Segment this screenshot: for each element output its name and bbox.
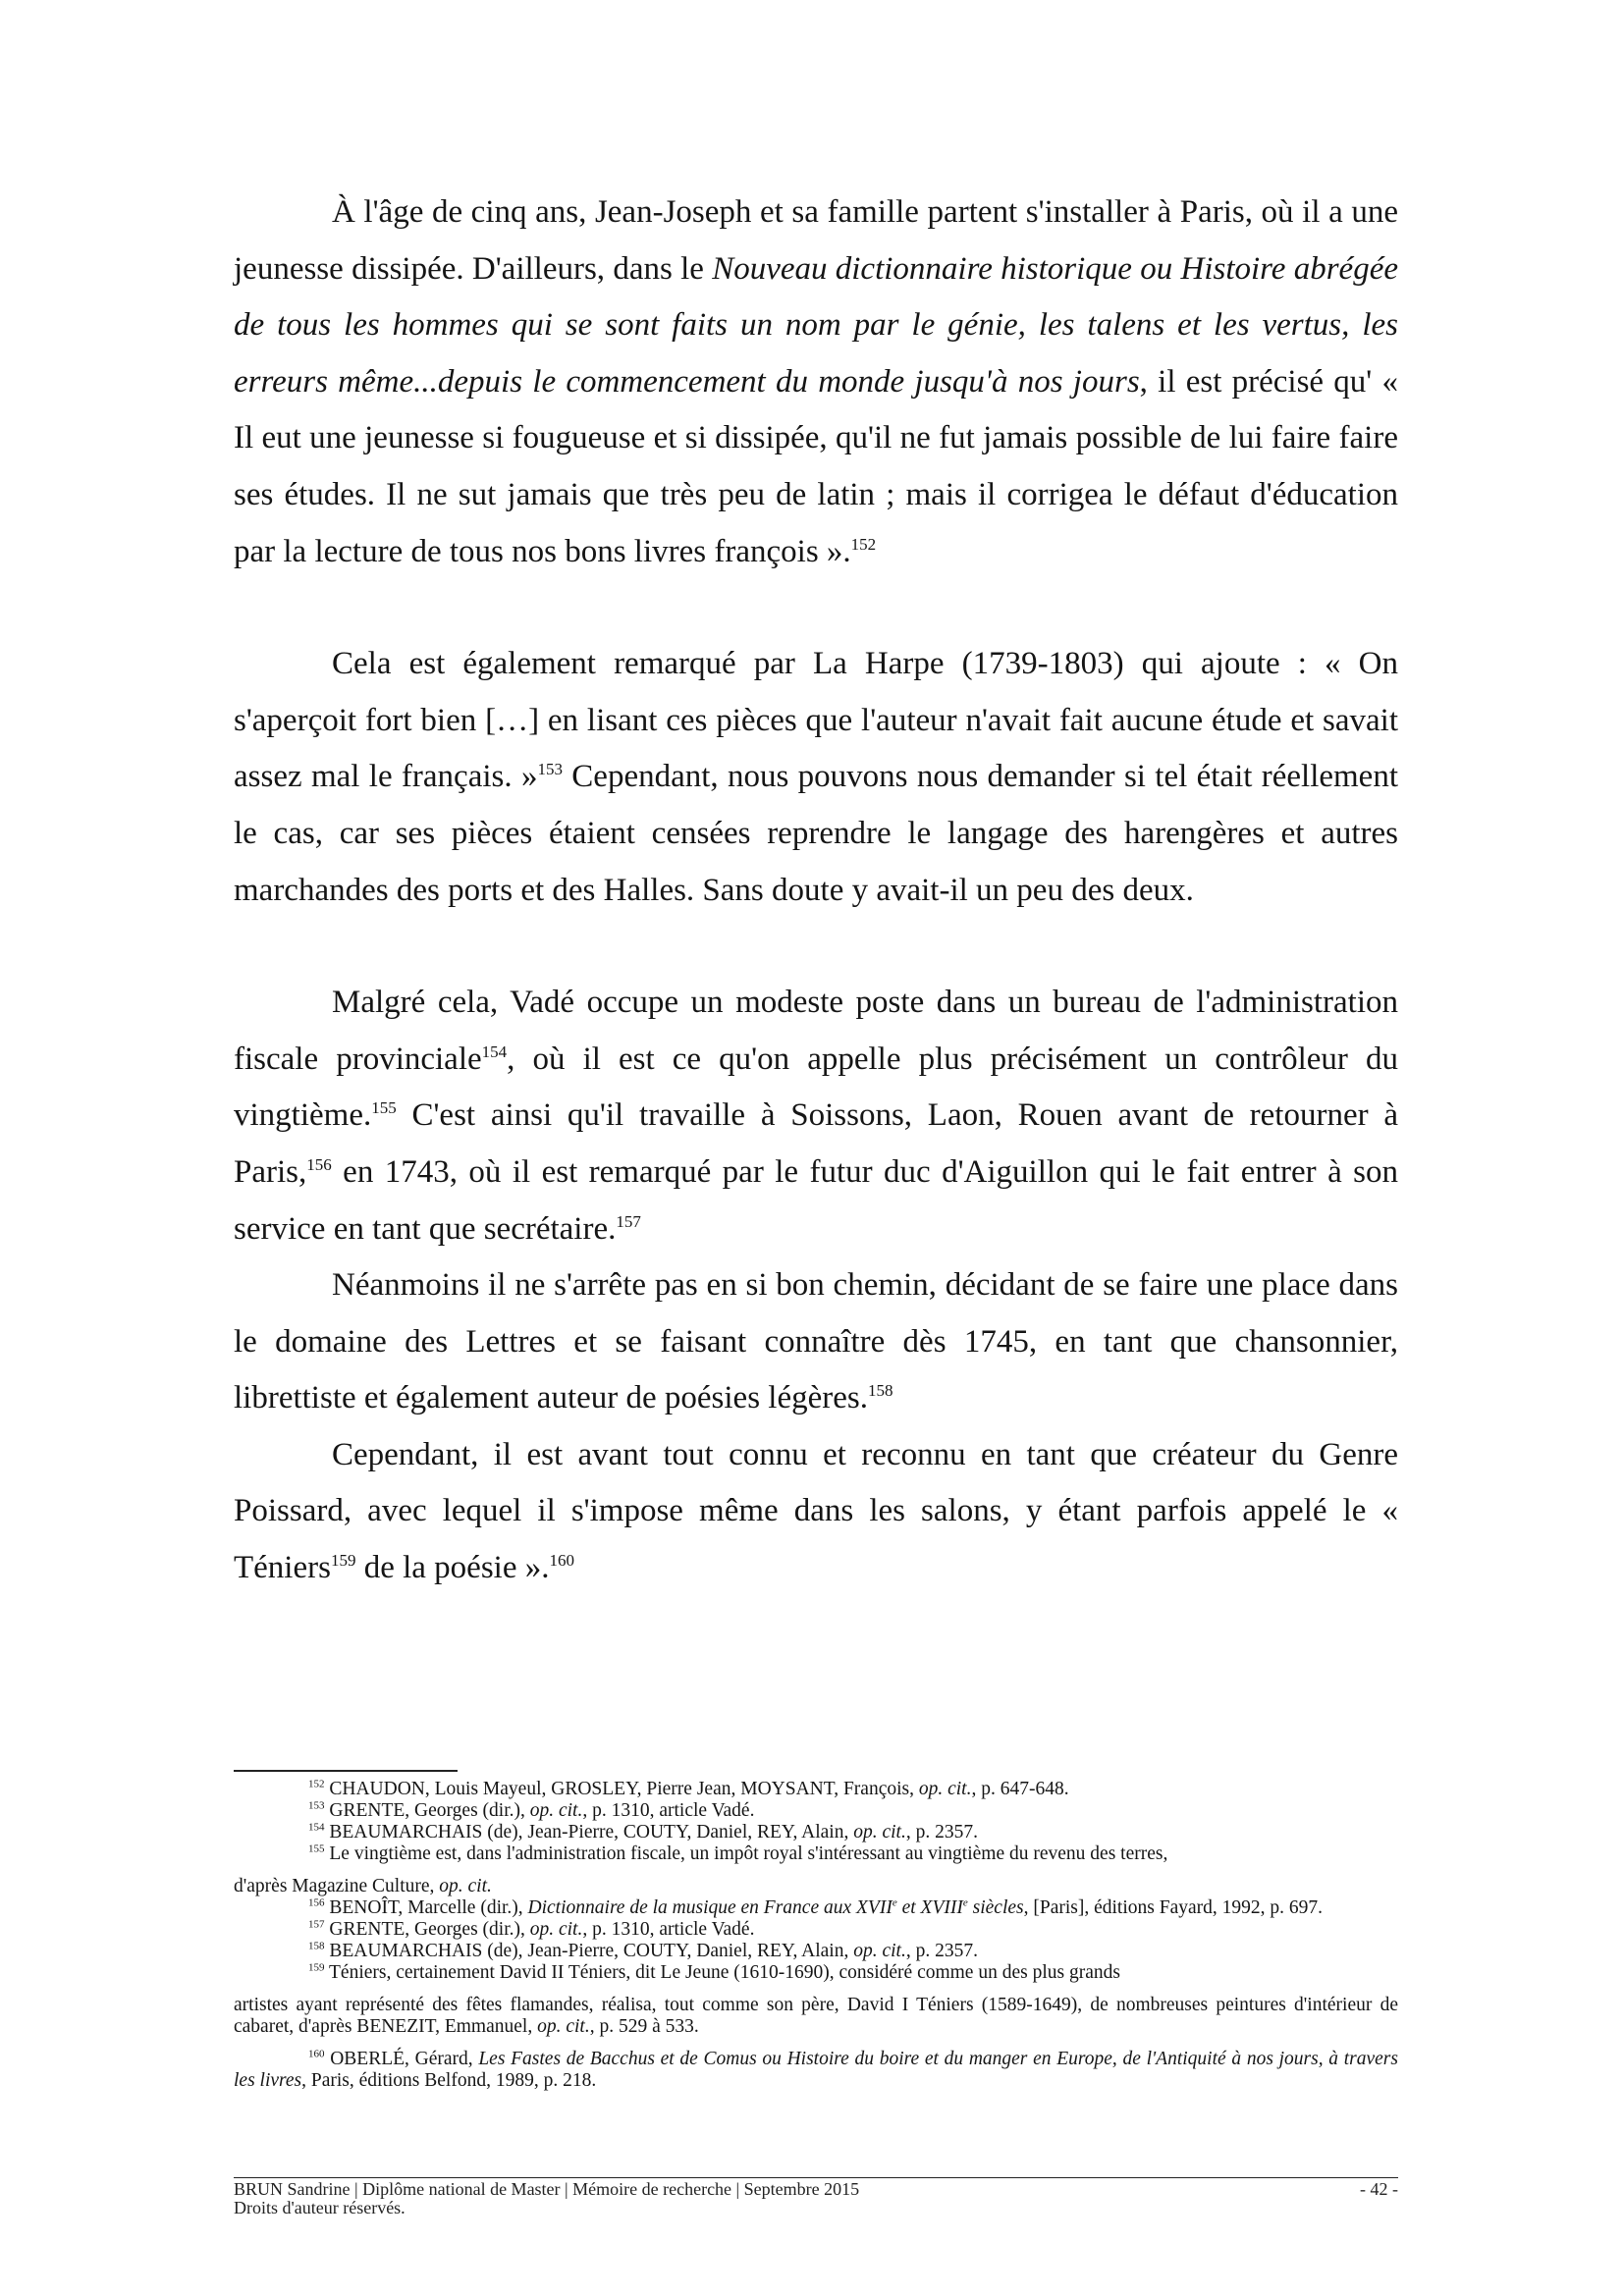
footer-first-line	[234, 2180, 1398, 2199]
footnote-text: Téniers, certainement David II Téniers, dit Le Jeune (1610-1690), considéré comme un des plus grands	[324, 1962, 1120, 1983]
footnote-text: , p. 1310, article Vadé.	[582, 1800, 755, 1821]
paragraph-3-text-c: C'est ainsi qu'il travaille à Soissons, Laon, Rouen avant de retourner à Paris,	[234, 1097, 1398, 1190]
paragraph-1-text-b: , il est précisé qu' « Il eut une jeunesse si fougueuse et si dissipée, qu'il ne fut jamais possible de lui faire faire ses études. Il ne sut jamais que très peu de latin ; mais il corrigea le défaut d'éducation par la lecture de tous nos bons livres françois ».	[234, 363, 1398, 569]
paragraph-3-text-b: , où il est ce qu'on appelle plus précisément un contrôleur du vingtième.	[234, 1041, 1398, 1134]
footnote-number: 153	[308, 1799, 325, 1812]
footnote-ref[interactable]: 152	[850, 534, 877, 554]
footnote-text: , p. 647-648.	[971, 1779, 1069, 1799]
footnote-ref[interactable]: 160	[549, 1551, 574, 1571]
footnote-italic: op. cit.	[918, 1779, 972, 1799]
superscript: e	[892, 1896, 897, 1909]
footnote-number: 155	[308, 1842, 325, 1855]
footnote-separator	[234, 1770, 458, 1772]
footnote-italic: Les Fastes de Bacchus et de Comus ou Histoire du boire et du manger en Europe, de l'Antiquité à nos jours, à travers les livres	[234, 2049, 1398, 2091]
paragraph-1-text-a: À l'âge de cinq ans, Jean-Joseph et sa famille partent s'installer à Paris, où il a une jeunesse dissipée. D'ailleurs, dans le	[234, 194, 1398, 287]
footnote-italic: op. cit.	[439, 1876, 492, 1896]
footnote-text: Le vingtième est, dans l'administration fiscale, un impôt royal s'intéressant au vingtième du revenu des terres,	[324, 1843, 1168, 1864]
paragraph-4-text-a: Néanmoins il ne s'arrête pas en si bon chemin, décidant de se faire une place dans le domaine des Lettres et se faisant connaître dès 1745, en tant que chansonnier, librettiste et également auteur de poésies légères.	[234, 1267, 1398, 1416]
footnote-text: BEAUMARCHAIS (de), Jean-Pierre, COUTY, Daniel, REY, Alain,	[324, 1941, 854, 1961]
footnote-italic: et XVIII	[896, 1897, 963, 1918]
footnote-italic: op. cit.	[853, 1822, 906, 1842]
paragraph-5	[234, 1427, 1398, 1597]
footnote-italic: op. cit.	[853, 1941, 906, 1961]
footnote-text: GRENTE, Georges (dir.),	[324, 1919, 530, 1940]
footnote-number: 156	[308, 1896, 325, 1909]
footnote-text: BENOÎT, Marcelle (dir.),	[324, 1897, 528, 1918]
superscript: e	[962, 1896, 968, 1909]
main-text	[234, 185, 1398, 1597]
paragraph-3-text-d: en 1743, où il est remarqué par le futur duc d'Aiguillon qui le fait entrer à son service en tant que secrétaire.	[234, 1153, 1398, 1247]
footnote-154	[234, 1822, 1398, 1843]
footnote-number: 152	[308, 1778, 325, 1790]
footnote-number: 158	[308, 1940, 325, 1952]
paragraph-4	[234, 1257, 1398, 1427]
paragraph-3-text-a: Malgré cela, Vadé occupe un modeste poste dans un bureau de l'administration fiscale provinciale	[234, 985, 1398, 1077]
footnote-text: BEAUMARCHAIS (de), Jean-Pierre, COUTY, Daniel, REY, Alain,	[324, 1822, 854, 1842]
footnote-number: 157	[308, 1918, 325, 1931]
footnote-text: GRENTE, Georges (dir.),	[324, 1800, 530, 1821]
footnote-number: 159	[308, 1961, 325, 1974]
footnote-italic: op. cit.	[529, 1800, 583, 1821]
footnote-160	[234, 2049, 1398, 2092]
footer-separator	[234, 2177, 1398, 2178]
footer-rights-line: Droits d'auteur réservés.	[234, 2198, 406, 2217]
footnote-text: , Paris, éditions Belfond, 1989, p. 218.	[301, 2070, 597, 2091]
paragraph-3	[234, 975, 1398, 1257]
footnote-italic: op. cit.	[529, 1919, 583, 1940]
footnote-text: , p. 2357.	[905, 1822, 978, 1842]
paragraph-1	[234, 185, 1398, 580]
footnote-italic: Dictionnaire de la musique en France aux XVII	[527, 1897, 893, 1918]
dictionary-title-italic	[528, 1897, 1024, 1918]
footnote-italic: op. cit.	[537, 2016, 590, 2037]
footnote-text: , [Paris], éditions Fayard, 1992, p. 697.	[1023, 1897, 1324, 1918]
footnote-text: artistes ayant représenté des fêtes flamandes, réalisa, tout comme son père, David I Téniers (1589-1649), de nombreuses peintures d'intérieur de cabaret, d'après BENEZIT, Emmanuel,	[234, 1995, 1398, 2037]
footnote-155-continued	[234, 1876, 1398, 1897]
footnote-159-continued	[234, 1995, 1398, 2038]
footnote-155	[234, 1843, 1398, 1865]
footnote-text: d'après Magazine Culture,	[234, 1876, 440, 1896]
footnote-156	[234, 1897, 1398, 1919]
footnote-ref[interactable]: 157	[616, 1211, 641, 1231]
footnote-ref[interactable]: 158	[867, 1381, 893, 1401]
paragraph-2	[234, 636, 1398, 919]
footnotes	[234, 1779, 1398, 2092]
footnote-ref[interactable]: 153	[537, 760, 563, 779]
footnote-159	[234, 1962, 1398, 1984]
footnote-ref[interactable]: 156	[306, 1154, 332, 1174]
footnote-italic: siècles	[967, 1897, 1024, 1918]
footnote-text: CHAUDON, Louis Mayeul, GROSLEY, Pierre Jean, MOYSANT, François,	[324, 1779, 919, 1799]
footnote-152	[234, 1779, 1398, 1800]
footer-author-line: BRUN Sandrine | Diplôme national de Master | Mémoire de recherche | Septembre 2015	[234, 2179, 860, 2199]
footnote-text: , p. 1310, article Vadé.	[582, 1919, 755, 1940]
footnote-text: OBERLÉ, Gérard,	[324, 2049, 479, 2069]
paragraph-5-text-b: de la poésie ».	[355, 1550, 550, 1586]
footnote-ref[interactable]: 155	[371, 1098, 397, 1118]
footnote-157	[234, 1919, 1398, 1941]
footnote-153	[234, 1800, 1398, 1822]
footnote-text: , p. 529 à 533.	[589, 2016, 699, 2037]
footnote-ref[interactable]: 154	[481, 1041, 508, 1061]
page-footer	[234, 2180, 1398, 2217]
footnote-number: 154	[308, 1821, 325, 1834]
footnote-text: , p. 2357.	[905, 1941, 978, 1961]
page-number: - 42 -	[1360, 2179, 1398, 2199]
footnote-number: 160	[308, 2048, 325, 2060]
paragraph-5-text-a: Cependant, il est avant tout connu et reconnu en tant que créateur du Genre Poissard, avec lequel il s'impose même dans les salons, y étant parfois appelé le « Téniers	[234, 1436, 1398, 1586]
footnote-158	[234, 1941, 1398, 1962]
paragraph-2-text-b: Cependant, nous pouvons nous demander si tel était réellement le cas, car ses pièces étaient censées reprendre le langage des harengères et autres marchandes des ports et des Halles. Sans doute y avait-il un peu des deux.	[234, 759, 1399, 908]
dictionary-title: Nouveau dictionnaire historique ou Histoire abrégée de tous les hommes qui se sont faits un nom par le génie, les talens et les vertus, les erreurs même...depuis le commencement du monde jusqu'à nos jours	[234, 250, 1398, 400]
paragraph-2-text-a: Cela est également remarqué par La Harpe (1739-1803) qui ajoute : « On s'aperçoit fort bien […] en lisant ces pièces que l'auteur n'avait fait aucune étude et savait assez mal le français. »	[234, 646, 1398, 795]
footnote-ref[interactable]: 159	[330, 1551, 356, 1571]
